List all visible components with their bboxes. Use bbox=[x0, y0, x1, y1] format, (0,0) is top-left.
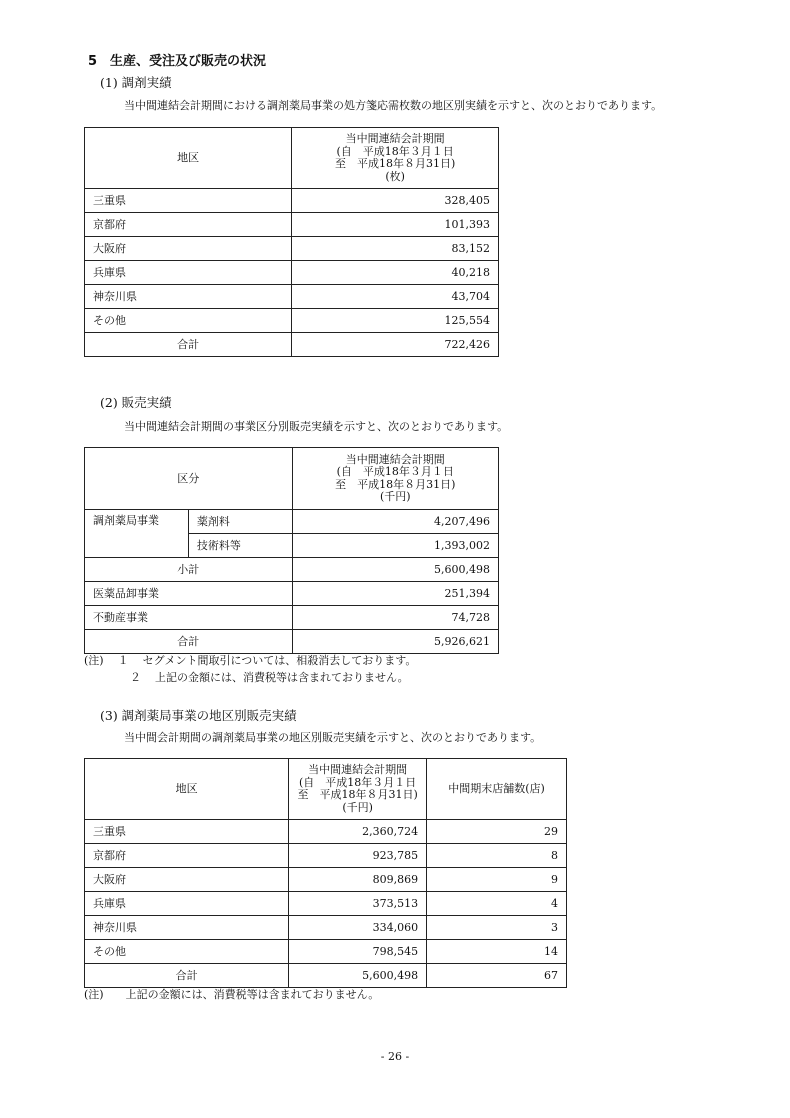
section-2-title: (2) 販売実績 bbox=[100, 395, 172, 410]
table-row: 大阪府 809,869 9 bbox=[85, 868, 567, 892]
total-row: 合計 5,926,621 bbox=[85, 630, 499, 654]
table-row: 不動産事業 74,728 bbox=[85, 606, 499, 630]
total-row: 合計 722,426 bbox=[85, 333, 499, 357]
table-row: 大阪府 83,152 bbox=[85, 237, 499, 261]
table-row: その他 798,545 14 bbox=[85, 940, 567, 964]
header-region: 地区 bbox=[85, 759, 289, 820]
sales-table bbox=[84, 447, 499, 654]
table-row: 京都府 101,393 bbox=[85, 213, 499, 237]
section-3-title: (3) 調剤薬局事業の地区別販売実績 bbox=[100, 708, 297, 723]
page-number: - 26 - bbox=[380, 1050, 410, 1063]
header-stores: 中間期末店舗数(店) bbox=[427, 759, 567, 820]
note-2: ２ 上記の金額には、消費税等は含まれておりません。 bbox=[130, 671, 409, 684]
header-segment: 区分 bbox=[85, 448, 293, 510]
table-row: 三重県 328,405 bbox=[85, 189, 499, 213]
note-1: (注) １ セグメント間取引については、相殺消去しております。 bbox=[84, 654, 417, 667]
dispensing-table bbox=[84, 127, 499, 357]
table-row: その他 125,554 bbox=[85, 309, 499, 333]
section-2-intro: 当中間連結会計期間の事業区分別販売実績を示すと、次のとおりであります。 bbox=[124, 420, 509, 433]
group-label: 調剤薬局事業 bbox=[85, 510, 189, 558]
note-3: (注) 上記の金額には、消費税等は含まれておりません。 bbox=[84, 988, 380, 1001]
total-row: 合計 5,600,498 67 bbox=[85, 964, 567, 988]
table-row: 三重県 2,360,724 29 bbox=[85, 820, 567, 844]
table-row: 京都府 923,785 8 bbox=[85, 844, 567, 868]
table-row: 調剤薬局事業 薬剤料 4,207,496 bbox=[85, 510, 499, 534]
table-header-row bbox=[85, 128, 499, 189]
subtotal-row: 小計 5,600,498 bbox=[85, 558, 499, 582]
regional-sales-table bbox=[84, 758, 567, 988]
table-row: 神奈川県 43,704 bbox=[85, 285, 499, 309]
table-row: 技術料等 1,393,002 bbox=[85, 534, 499, 558]
header-period: 当中間連結会計期間 (自 平成18年３月１日 至 平成18年８月31日) (千円) bbox=[289, 759, 427, 820]
header-region: 地区 bbox=[85, 128, 292, 189]
section-1-title: (1) 調剤実績 bbox=[100, 75, 172, 90]
section-3-intro: 当中間会計期間の調剤薬局事業の地区別販売実績を示すと、次のとおりであります。 bbox=[124, 731, 542, 744]
table-row: 兵庫県 40,218 bbox=[85, 261, 499, 285]
table-header-row bbox=[85, 759, 567, 820]
table-header-row bbox=[85, 448, 499, 510]
table-row: 兵庫県 373,513 4 bbox=[85, 892, 567, 916]
section-1-intro: 当中間連結会計期間における調剤薬局事業の処方箋応需枚数の地区別実績を示すと、次のとおりであります。 bbox=[124, 99, 663, 112]
table-row: 医薬品卸事業 251,394 bbox=[85, 582, 499, 606]
header-period: 当中間連結会計期間 (自 平成18年３月１日 至 平成18年８月31日) (千円) bbox=[292, 448, 498, 510]
table-row: 神奈川県 334,060 3 bbox=[85, 916, 567, 940]
page-heading: 5 生産、受注及び販売の状況 bbox=[88, 54, 267, 69]
header-period: 当中間連結会計期間 (自 平成18年３月１日 至 平成18年８月31日) (枚) bbox=[292, 128, 499, 189]
